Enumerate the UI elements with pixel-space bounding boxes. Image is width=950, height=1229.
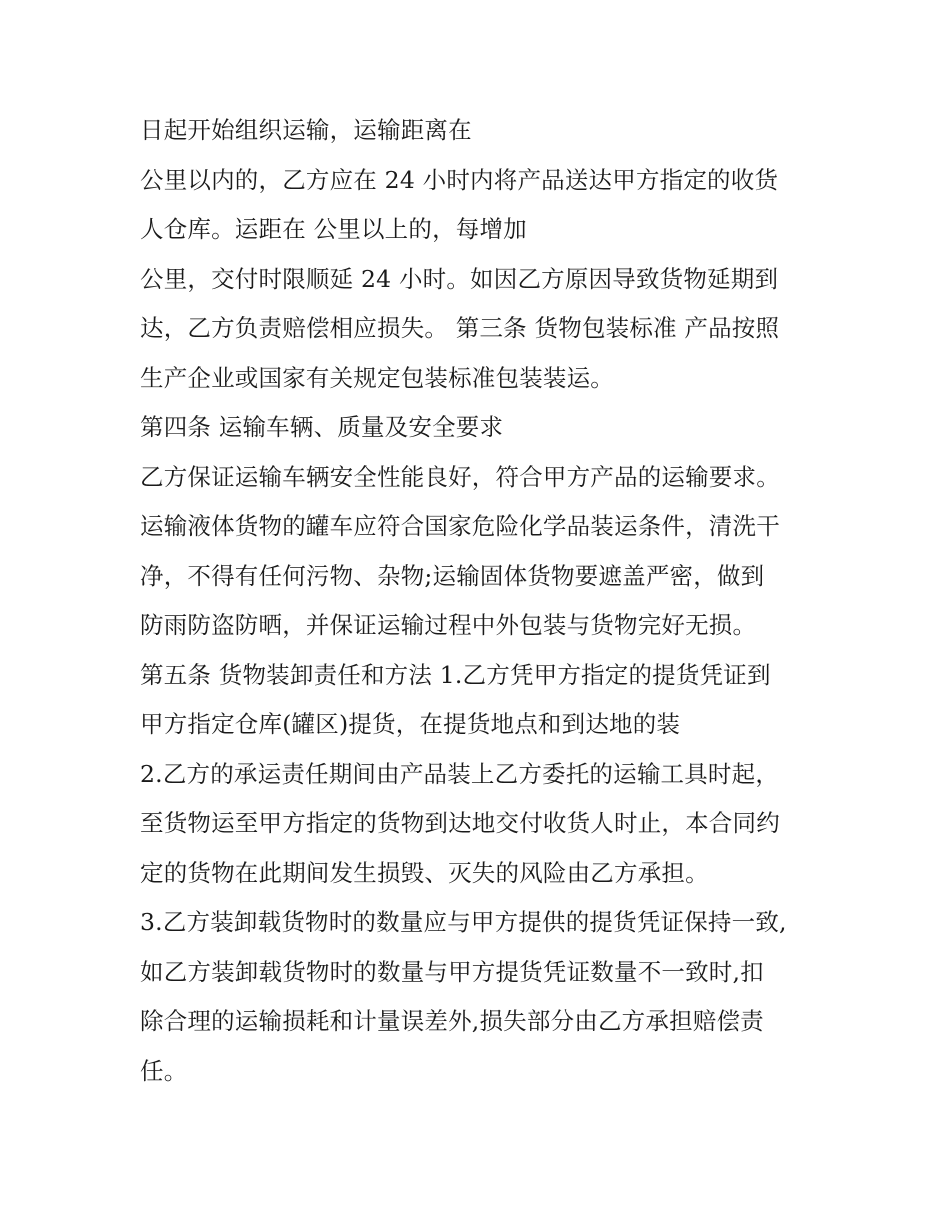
text-line: 至货物运至甲方指定的货物到达地交付收货人时止，本合同约 [140,809,780,837]
text-line: 除合理的运输损耗和计量误差外,损失部分由乙方承担赔偿责 [140,1007,764,1035]
text-line: 2.乙方的承运责任期间由产品装上乙方委托的运输工具时起， [140,759,780,788]
text-line: 日起开始组织运输，运输距离在 [140,116,472,144]
text-line: 公里以内的，乙方应在 24 小时内将产品送达甲方指定的收货 [140,165,779,194]
text-line: 如乙方装卸载货物时的数量与甲方提货凭证数量不一致时,扣 [140,957,764,986]
text-line: 净，不得有任何污物、杂物;运输固体货物要遮盖严密，做到 [140,561,765,590]
text-line: 公里，交付时限顺延 24 小时。如因乙方原因导致货物延期到 [140,264,779,293]
text-line: 3.乙方装卸载货物时的数量应与甲方提供的提货凭证保持一致, [140,908,787,936]
text-line: 定的货物在此期间发生损毁、灭失的风险由乙方承担。 [140,858,709,887]
text-line: 达，乙方负责赔偿相应损失。 第三条 货物包装标准 产品按照 [140,314,780,342]
text-line: 甲方指定仓库(罐区)提货，在提货地点和到达地的装 [140,710,681,738]
text-line: 人仓库。运距在 公里以上的，每增加 [140,215,527,243]
section-heading: 第五条 货物装卸责任和方法 1.乙方凭甲方指定的提货凭证到 [140,660,771,689]
section-heading: 第四条 运输车辆、质量及安全要求 [140,413,504,441]
text-line: 生产企业或国家有关规定包装标准包装装运。 [140,363,614,392]
text-line: 任。 [140,1056,188,1085]
document-body [140,106,830,1096]
text-line: 乙方保证运输车辆安全性能良好，符合甲方产品的运输要求。 [140,462,780,491]
text-line: 运输液体货物的罐车应符合国家危险化学品装运条件，清洗干 [140,512,780,540]
text-line: 防雨防盗防晒，并保证运输过程中外包装与货物完好无损。 [140,611,757,639]
